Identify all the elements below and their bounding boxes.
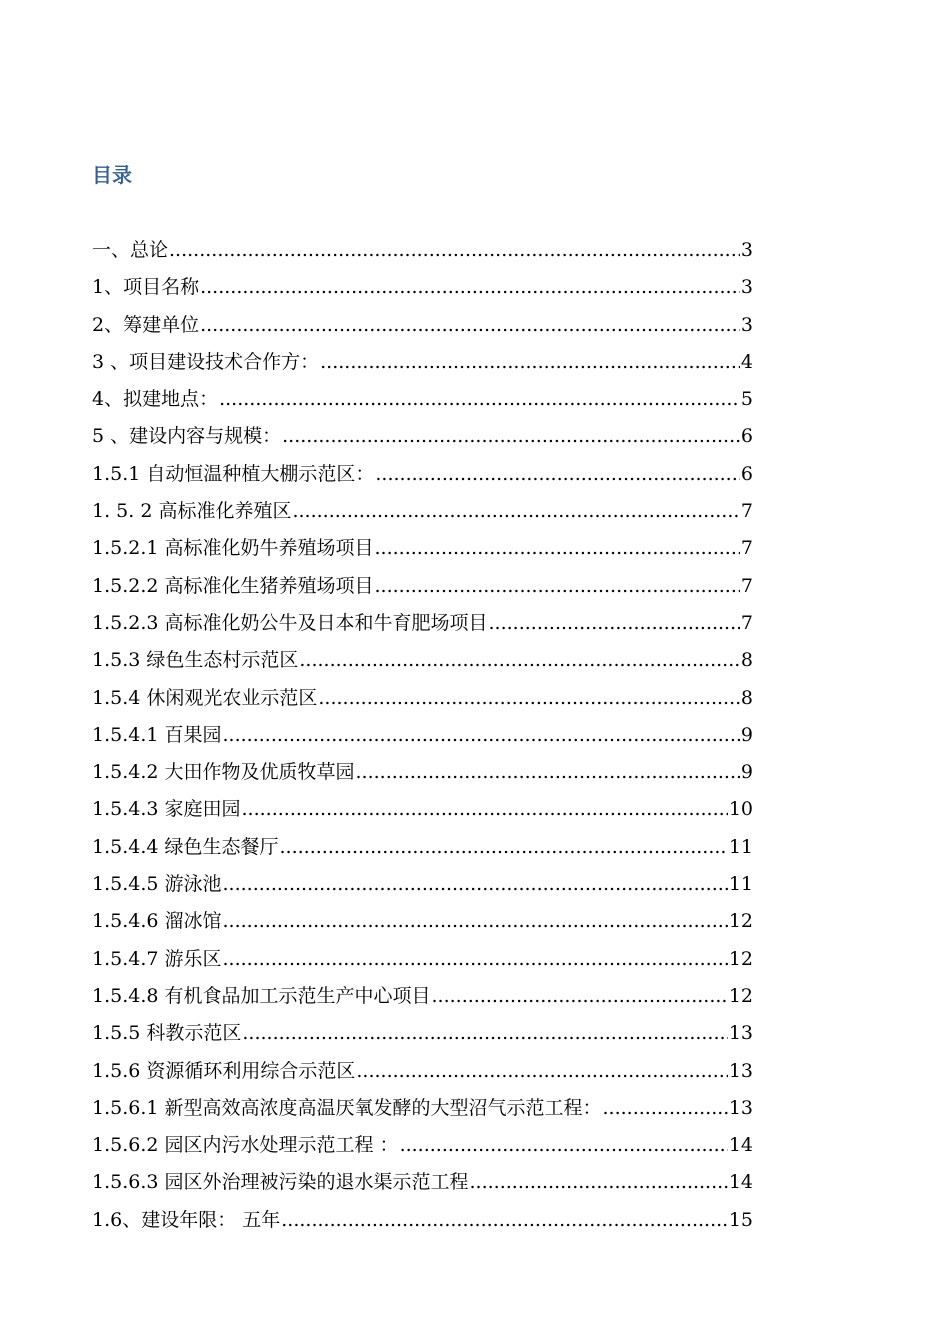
toc-entry[interactable] <box>92 754 753 791</box>
toc-entry-page-number: 7 <box>740 500 753 523</box>
toc-entry[interactable] <box>92 344 753 381</box>
toc-entry-page-number: 11 <box>728 873 753 896</box>
toc-entry[interactable] <box>92 866 753 903</box>
toc-entry[interactable] <box>92 381 753 418</box>
toc-entry-label: 1、项目名称 <box>92 276 200 299</box>
toc-dot-leader <box>400 1127 728 1164</box>
toc-entry[interactable] <box>92 680 753 717</box>
toc-dot-leader <box>489 605 740 642</box>
toc-entry-page-number: 14 <box>728 1134 753 1157</box>
toc-title: 目录 <box>92 163 132 187</box>
toc-entry-label: 1.5.4.7 游乐区 <box>92 947 222 970</box>
toc-entry-label: 1.5.2.2 高标准化生猪养殖场项目 <box>92 574 374 597</box>
toc-entry-label: 1.5.4.4 绿色生态餐厅 <box>92 835 279 858</box>
toc-entry-page-number: 13 <box>728 1022 753 1045</box>
toc-entry-page-number: 10 <box>728 798 753 821</box>
toc-entry-label: 一、总论 <box>92 239 169 261</box>
toc-entry[interactable] <box>92 1015 753 1052</box>
toc-entry-label: 1.5.6 资源循环利用综合示范区 <box>92 1059 356 1082</box>
toc-entry-page-number: 13 <box>728 1096 753 1119</box>
toc-dot-leader <box>169 232 740 269</box>
toc-dot-leader <box>299 642 740 679</box>
toc-entry-page-number: 7 <box>740 537 753 560</box>
toc-entry-label: 5 、建设内容与规模： <box>92 425 282 448</box>
toc-entry[interactable] <box>92 1053 753 1090</box>
toc-entry-label: 1.5.1 自动恒温种植大棚示范区： <box>92 462 375 485</box>
toc-entry-label: 1.5.4.8 有机食品加工示范生产中心项目 <box>92 984 431 1007</box>
toc-entry-label: 1.5.2.3 高标准化奶公牛及日本和牛育肥场项目 <box>92 611 488 634</box>
toc-dot-leader <box>282 418 740 455</box>
toc-entry[interactable] <box>92 1127 753 1164</box>
toc-dot-leader <box>375 456 740 493</box>
toc-entry[interactable] <box>92 941 753 978</box>
toc-entry-page-number: 8 <box>740 649 753 672</box>
toc-entry-page-number: 9 <box>740 723 753 746</box>
toc-entry-label: 1.5.6.2 园区内污水处理示范工程 ： <box>92 1134 399 1157</box>
toc-entry[interactable] <box>92 568 753 605</box>
toc-entry[interactable] <box>92 307 753 344</box>
toc-entry-page-number: 15 <box>728 1208 753 1231</box>
toc-entry[interactable] <box>92 456 753 493</box>
toc-entry-page-number: 3 <box>740 313 753 336</box>
toc-entry-page-number: 3 <box>740 276 753 299</box>
toc-entry-page-number: 12 <box>728 910 753 933</box>
toc-dot-leader <box>200 269 740 306</box>
toc-entry[interactable] <box>92 791 753 828</box>
toc-entry-page-number: 13 <box>728 1059 753 1082</box>
toc-entry-page-number: 8 <box>740 686 753 709</box>
toc-entry-label: 1.5.6.1 新型高效高浓度高温厌氧发酵的大型沼气示范工程： <box>92 1096 602 1119</box>
toc-entry-page-number: 7 <box>740 574 753 597</box>
toc-entry-page-number: 9 <box>740 761 753 784</box>
toc-dot-leader <box>242 791 728 828</box>
toc-dot-leader <box>470 1164 728 1201</box>
toc-entry-label: 1.5.5 科教示范区 <box>92 1022 242 1045</box>
toc-dot-leader <box>356 754 740 791</box>
toc-dot-leader <box>200 307 740 344</box>
toc-entry-label: 1.5.3 绿色生态村示范区 <box>92 649 299 672</box>
toc-entry[interactable] <box>92 717 753 754</box>
toc-entry[interactable] <box>92 978 753 1015</box>
toc-entry-label: 1.5.4.2 大田作物及优质牧草园 <box>92 761 355 784</box>
toc-entry[interactable] <box>92 1164 753 1201</box>
toc-entry-label: 1.5.4.1 百果园 <box>92 723 222 746</box>
toc-entry-page-number: 12 <box>728 947 753 970</box>
toc-dot-leader <box>292 493 739 530</box>
toc-entry[interactable] <box>92 232 753 269</box>
toc-dot-leader <box>280 829 728 866</box>
toc-entry-page-number: 4 <box>740 350 753 373</box>
toc-entry-label: 1.5.6.3 园区外治理被污染的退水渠示范工程 <box>92 1171 469 1194</box>
toc-entry-page-number: 6 <box>740 425 753 448</box>
toc-entry[interactable] <box>92 530 753 567</box>
toc-dot-leader <box>223 717 740 754</box>
toc-entry-label: 4、拟建地点： <box>92 388 219 411</box>
toc-entry-page-number: 7 <box>740 611 753 634</box>
toc-entry-page-number: 12 <box>728 984 753 1007</box>
toc-entry-page-number: 5 <box>740 388 753 411</box>
toc-dot-leader <box>320 344 740 381</box>
toc-dot-leader <box>223 941 728 978</box>
toc-entry-page-number: 6 <box>740 462 753 485</box>
toc-entry[interactable] <box>92 493 753 530</box>
toc-dot-leader <box>318 680 740 717</box>
toc-entry[interactable] <box>92 829 753 866</box>
toc-entry-page-number: 3 <box>740 239 753 261</box>
toc-entry-label: 3 、项目建设技术合作方： <box>92 350 320 373</box>
toc-entry-label: 1.5.4.3 家庭田园 <box>92 798 241 821</box>
toc-dot-leader <box>356 1053 727 1090</box>
toc-entry[interactable] <box>92 903 753 940</box>
toc-entry-label: 1.5.2.1 高标准化奶牛养殖场项目 <box>92 537 374 560</box>
toc-entry[interactable] <box>92 642 753 679</box>
toc-entry[interactable] <box>92 269 753 306</box>
toc-entry-label: 2、筹建单位 <box>92 313 200 336</box>
toc-list <box>92 232 753 1239</box>
toc-dot-leader <box>281 1202 728 1239</box>
toc-dot-leader <box>223 866 728 903</box>
toc-entry-label: 1.6、建设年限： 五年 <box>92 1208 281 1231</box>
toc-dot-leader <box>603 1090 728 1127</box>
toc-dot-leader <box>375 568 740 605</box>
toc-entry-label: 1.5.4.5 游泳池 <box>92 873 222 896</box>
toc-entry[interactable] <box>92 605 753 642</box>
toc-entry-label: 1.5.4.6 溜冰馆 <box>92 910 222 933</box>
toc-entry-page-number: 14 <box>728 1171 753 1194</box>
toc-entry[interactable] <box>92 1202 753 1239</box>
toc-entry-label: 1. 5. 2 高标准化养殖区 <box>92 500 292 523</box>
toc-entry-page-number: 11 <box>728 835 753 858</box>
toc-entry[interactable] <box>92 418 753 455</box>
toc-dot-leader <box>219 381 740 418</box>
toc-entry-label: 1.5.4 休闲观光农业示范区 <box>92 686 318 709</box>
toc-dot-leader <box>223 903 728 940</box>
toc-entry[interactable] <box>92 1090 753 1127</box>
toc-dot-leader <box>242 1015 727 1052</box>
toc-dot-leader <box>432 978 728 1015</box>
toc-dot-leader <box>375 530 740 567</box>
